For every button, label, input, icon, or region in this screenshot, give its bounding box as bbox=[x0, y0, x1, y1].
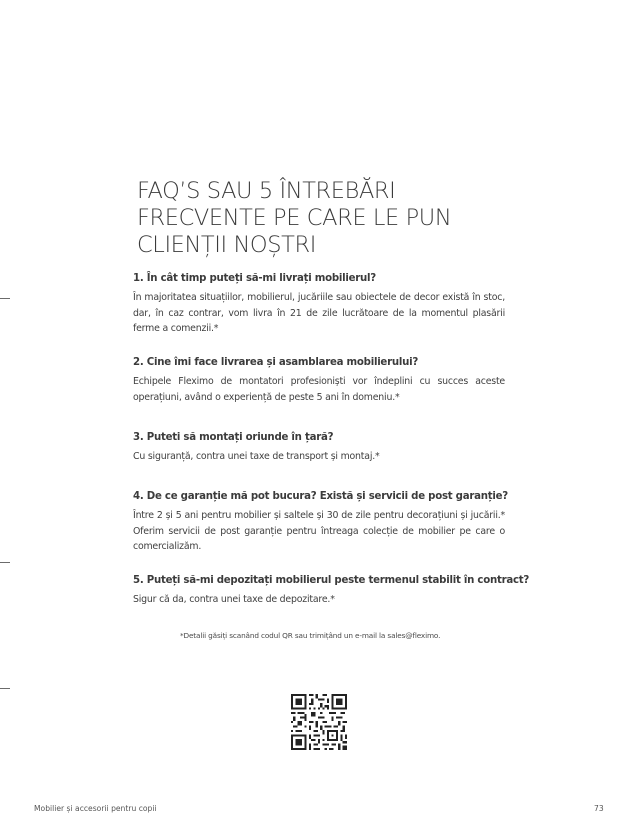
faq-answer: Echipele Fleximo de montatori profesioniști vor îndeplini cu succes aceste operațiuni, având o experiență de peste 5 ani în domeniu.* bbox=[133, 376, 505, 403]
page-number: 73 bbox=[594, 804, 604, 813]
footer-section-title: Mobilier și accesorii pentru copii bbox=[34, 804, 157, 813]
page-title-line-2: FRECVENTE PE CARE LE PUN bbox=[137, 205, 452, 231]
faq-item-5 bbox=[133, 574, 530, 608]
faq-item-3 bbox=[133, 431, 505, 465]
faq-item-1 bbox=[133, 272, 505, 337]
faq-answer: Sigur că da, contra unei taxe de depozitare.* bbox=[133, 594, 335, 605]
faq-item-2 bbox=[133, 356, 505, 405]
page-title bbox=[137, 178, 517, 259]
crop-mark bbox=[0, 688, 10, 689]
footnote: *Detalii găsiți scanând codul QR sau trimițând un e-mail la sales@fleximo. bbox=[180, 631, 441, 640]
crop-mark bbox=[0, 298, 10, 299]
faq-item-4 bbox=[133, 490, 508, 555]
faq-question: 1. În cât timp puteți să-mi livrați mobilierul? bbox=[133, 273, 376, 284]
faq-answer: Cu siguranță, contra unei taxe de transport și montaj.* bbox=[133, 451, 380, 462]
faq-question: 4. De ce garanție mă pot bucura? Există și servicii de post garanție? bbox=[133, 491, 508, 502]
page-title-line-1: FAQ’S SAU 5 ÎNTREBĂRI bbox=[137, 178, 396, 204]
faq-answer: Între 2 și 5 ani pentru mobilier și saltele și 30 de zile pentru decorațiuni și jucării.* Oferim servicii de post garanție pentru întreaga colecție de mobilier pe care o comercializăm. bbox=[133, 510, 505, 553]
faq-question: 3. Puteti să montați oriunde în țară? bbox=[133, 432, 334, 443]
faq-question: 5. Puteți să-mi depozitați mobilierul peste termenul stabilit în contract? bbox=[133, 575, 530, 586]
crop-mark bbox=[0, 562, 10, 563]
faq-answer: În majoritatea situațiilor, mobilierul, jucăriile sau obiectele de decor există în stoc, dar, în caz contrar, vom livra în 21 de zile lucrătoare de la momentul plasării ferme a comenzii.* bbox=[133, 292, 505, 335]
page-title-line-3: CLIENȚII NOȘTRI bbox=[137, 232, 316, 258]
qr-code-icon[interactable] bbox=[291, 694, 347, 750]
faq-question: 2. Cine îmi face livrarea și asamblarea mobilierului? bbox=[133, 357, 419, 368]
